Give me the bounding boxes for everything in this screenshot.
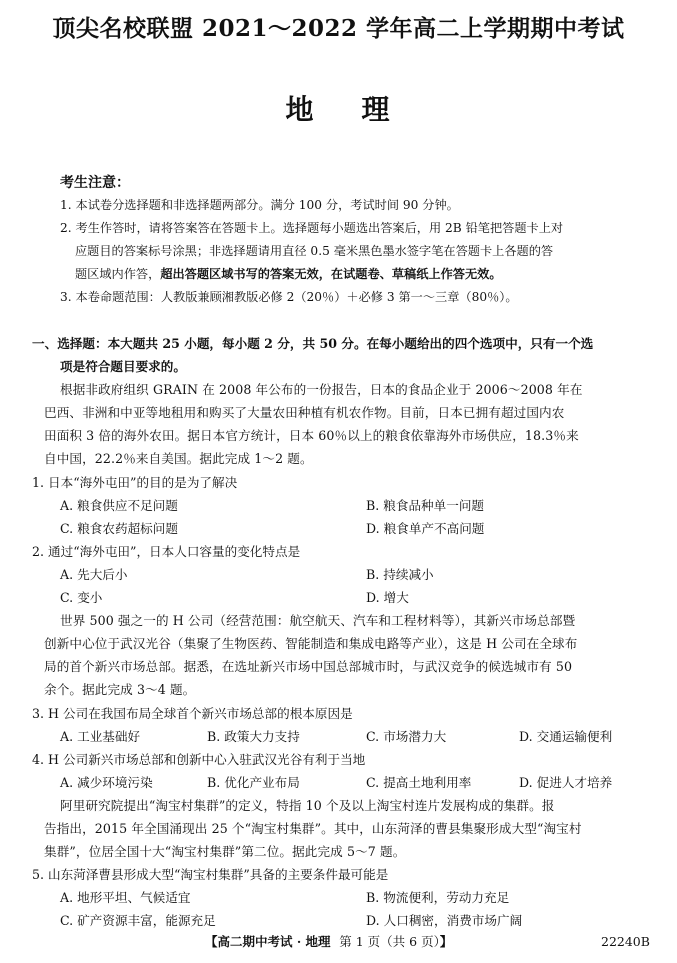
option-d: D. 人口稠密，消费市场广阔 (366, 913, 523, 929)
option-a: A. 减少环境污染 (60, 774, 153, 790)
section-heading: 一、选择题：本大题共 25 小题，每小题 2 分，共 50 分。在每小题给出的四个选项中，只有一个选 (32, 336, 594, 351)
notice-item-2-end (60, 263, 660, 286)
option-b: B. 物流便利，劳动力充足 (366, 890, 510, 906)
exam-title: 顶尖名校联盟 2021～2022 学年高二上学期期中考试 (52, 15, 625, 42)
question-4-stem: 4. H 公司新兴市场总部和创新中心入驻武汉光谷有利于当地 (32, 751, 366, 767)
option-c: C. 变小 (60, 590, 103, 606)
passage-1-line: 自中国，22.2％来自美国。据此完成 1～2 题。 (44, 451, 313, 467)
option-c: C. 矿产资源丰富，能源充足 (60, 913, 216, 929)
subject-char-1: 地 (285, 93, 316, 126)
question-1-stem: 1. 日本“海外屯田”的目的是为了解决 (32, 474, 238, 490)
option-b: B. 粮食品种单一问题 (366, 497, 485, 513)
question-3-options (32, 725, 647, 748)
footer-exam-name: 【高二期中考试 · 地理 (205, 934, 331, 949)
passage-3-line: 告指出，2015 年全国涌现出 25 个“淘宝村集群”。其中，山东菏泽的曹县集聚形成大型“淘宝村 (44, 820, 582, 836)
notice-item-1: 1. 本试卷分选择题和非选择题两部分。满分 100 分，考试时间 90 分钟。 (60, 198, 459, 212)
passage-3-line: 阿里研究院提出“淘宝村集群”的定义，特指 10 个及以上淘宝村连片发展构成的集群。报 (60, 797, 555, 813)
question-2-options-row-2 (32, 586, 647, 609)
question-5-options-row-1 (32, 886, 647, 909)
questions-section (32, 332, 647, 932)
notice-item-2-end-text: 题区域内作答， (75, 267, 161, 281)
passage-1-line: 根据非政府组织 GRAIN 在 2008 年公布的一份报告，日本的食品企业于 2006～2008 年在 (60, 382, 583, 398)
question-2-stem: 2. 通过“海外屯田”，日本人口容量的变化特点是 (32, 543, 301, 559)
passage-1-line: 田面积 3 倍的海外农田。据日本官方统计，日本 60％以上的粮食依靠海外市场供应，18.3％来 (44, 428, 579, 444)
question-2-options-row-1 (32, 563, 647, 586)
notice-item-3: 3. 本卷命题范围：人教版兼顾湘教版必修 2（20％）＋必修 3 第一～三章（80％）。 (60, 290, 518, 304)
footer-bracket: 】 (439, 934, 453, 949)
option-b: B. 优化产业布局 (207, 774, 300, 790)
option-b: B. 政策大力支持 (207, 728, 300, 744)
candidate-notice (60, 172, 660, 309)
option-c: C. 市场潜力大 (366, 728, 447, 744)
option-d: D. 交通运输便利 (519, 728, 613, 744)
passage-2-line: 创新中心位于武汉光谷（集聚了生物医药、智能制造和集成电路等产业），这是 H 公司在全球布 (44, 636, 578, 652)
passage-2-line: 局的首个新兴市场总部。据悉，在选址新兴市场中国总部城市时，与武汉竞争的候选城市有 50 (44, 659, 573, 675)
question-5-options-row-2 (32, 909, 647, 932)
question-1-options-row-2 (32, 517, 647, 540)
footer-label (205, 932, 452, 952)
notice-emphasis: 超出答题区域书写的答案无效，在试题卷、草稿纸上作答无效。 (160, 267, 502, 281)
subject-char-2: 理 (361, 93, 392, 126)
option-d: D. 粮食单产不高问题 (366, 520, 485, 536)
notice-item-2-cont: 应题目的答案标号涂黑；非选择题请用直径 0.5 毫米黑色墨水签字笔在答题卡上各题的答 (75, 244, 554, 258)
option-d: D. 增大 (366, 590, 409, 606)
section-heading-cont: 项是符合题目要求的。 (60, 359, 186, 375)
option-c: C. 提高土地利用率 (366, 774, 472, 790)
passage-2-line: 世界 500 强之一的 H 公司（经营范围：航空航天、汽车和工程材料等），其新兴市场总部暨 (60, 613, 576, 629)
passage-3-line: 集群”，位居全国十大“淘宝村集群”第二位。据此完成 5～7 题。 (44, 844, 406, 860)
option-d: D. 促进人才培养 (519, 774, 613, 790)
footer-code: 22240B (601, 934, 650, 949)
question-5-stem: 5. 山东菏泽曹县形成大型“淘宝村集群”具备的主要条件最可能是 (32, 867, 389, 883)
passage-1-line: 巴西、非洲和中亚等地租用和购买了大量农田种植有机农作物。目前，日本已拥有超过国内农 (44, 405, 565, 421)
option-b: B. 持续减小 (366, 566, 434, 582)
passage-2-line: 余个。据此完成 3～4 题。 (44, 682, 196, 698)
footer-page-number: 第 1 页（共 6 页） (339, 934, 440, 949)
option-a: A. 先大后小 (60, 566, 128, 582)
subject-title (0, 88, 677, 128)
option-a: A. 工业基础好 (60, 728, 141, 744)
option-a: A. 地形平坦、气候适宜 (60, 890, 191, 906)
notice-item-2: 2. 考生作答时，请将答案答在答题卡上。选择题每小题选出答案后，用 2B 铅笔把答题卡上对 (60, 221, 564, 235)
question-4-options (32, 771, 647, 794)
option-a: A. 粮食供应不足问题 (60, 497, 178, 513)
question-1-options-row-1 (32, 494, 647, 517)
question-3-stem: 3. H 公司在我国布局全球首个新兴市场总部的根本原因是 (32, 705, 353, 721)
notice-heading: 考生注意： (60, 175, 130, 191)
option-c: C. 粮食农药超标问题 (60, 520, 178, 536)
page-footer (0, 932, 677, 952)
